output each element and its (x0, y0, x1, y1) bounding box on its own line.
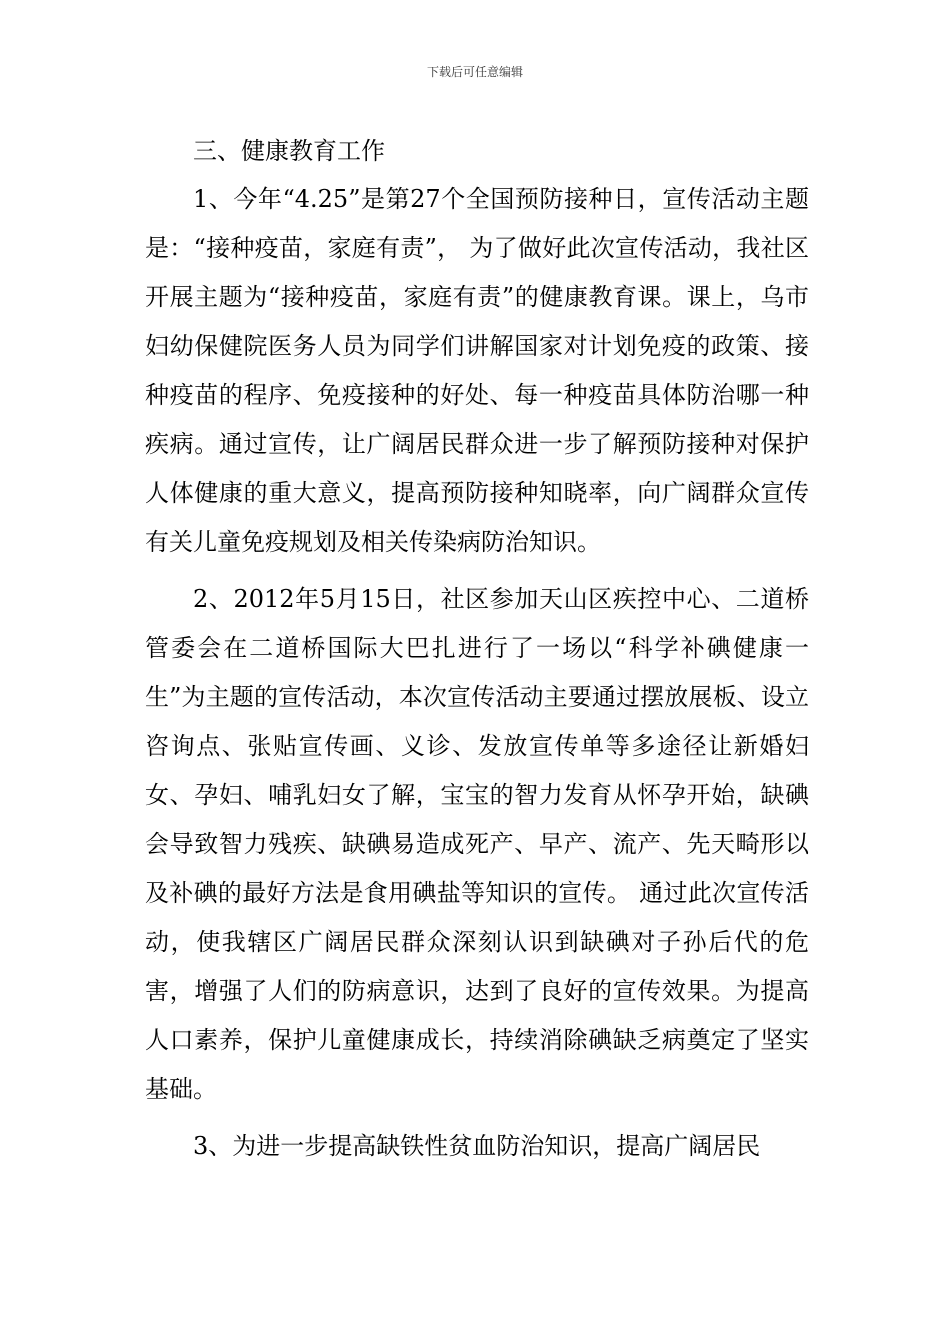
section-title: 三、健康教育工作 (193, 137, 385, 165)
paragraph-3: 3、为进一步提高缺铁性贫血防治知识，提高广阔居民 (193, 1132, 761, 1160)
paragraph-2: 2、2012年5月15日，社区参加天山区疾控中心、二道桥管委会在二道桥国际大巴扎进行了一场以“科学补碘健康一生”为主题的宣传活动，本次宣传活动主要通过摆放展板、设立咨询点、张贴宣传画、义诊、发放宣传单等多途径让新婚妇女、孕妇、哺乳妇女了解，宝宝的智力发育从怀孕开始，缺碘会导致智力残疾、缺碘易造成死产、早产、流产、先天畸形以及补碘的最好方法是食用碘盐等知识的宣传。 通过此次宣传活动，使我辖区广阔居民群众深刻认识到缺碘对子孙后代的危害，增强了人们的防病意识，达到了良好的宣传效果。为提高人口素养，保护儿童健康成长，持续消除碘缺乏病奠定了坚实基础。 (145, 585, 809, 1103)
page-header-note: 下载后可任意编辑 (426, 65, 523, 79)
paragraph-1: 1、今年“4.25”是第27个全国预防接种日，宣传活动主题是：“接种疫苗，家庭有责”， 为了做好此次宣传活动，我社区开展主题为“接种疫苗，家庭有责”的健康教育课。课上，乌市妇幼保健院医务人员为同学们讲解国家对计划免疫的政策、接种疫苗的程序、免疫接种的好处、每一种疫苗具体防治哪一种疾病。通过宣传，让广阔居民群众进一步了解预防接种对保护人体健康的重大意义，提高预防接种知晓率，向广阔群众宣传有关儿童免疫规划及相关传染病防治知识。 (145, 185, 809, 556)
document-body (145, 127, 809, 1171)
